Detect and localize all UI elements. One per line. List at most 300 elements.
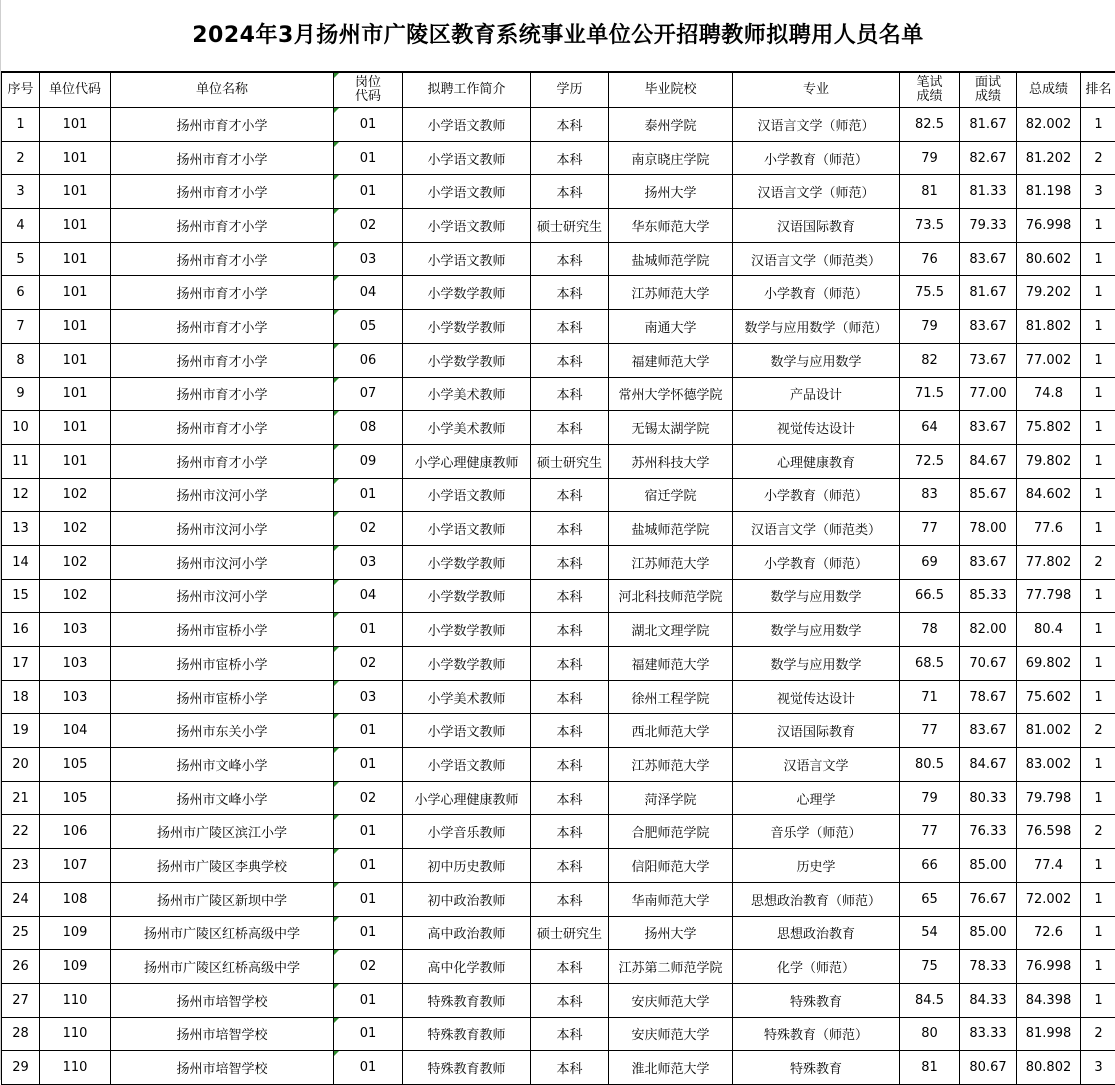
cell-major: 数学与应用数学 — [733, 613, 900, 647]
cell-degree: 本科 — [531, 781, 609, 815]
cell-seq: 28 — [2, 1017, 40, 1051]
cell-degree: 硕士研究生 — [531, 209, 609, 243]
cell-job: 小学语文教师 — [403, 714, 531, 748]
cell-total-score: 80.4 — [1017, 613, 1081, 647]
cell-post-code: 02 — [334, 647, 403, 681]
cell-written-score: 64 — [900, 411, 960, 445]
cell-school: 盐城师范学院 — [609, 512, 733, 546]
cell-unit-code: 101 — [40, 343, 111, 377]
cell-total-score: 83.002 — [1017, 748, 1081, 782]
cell-degree: 本科 — [531, 411, 609, 445]
cell-degree: 本科 — [531, 983, 609, 1017]
cell-unit-code: 101 — [40, 411, 111, 445]
cell-degree: 本科 — [531, 141, 609, 175]
cell-job: 初中历史教师 — [403, 849, 531, 883]
cell-written-score: 79 — [900, 781, 960, 815]
cell-interview-score: 83.67 — [960, 310, 1017, 344]
cell-unit-code: 110 — [40, 1051, 111, 1085]
cell-unit-name: 扬州市育才小学 — [111, 411, 334, 445]
cell-interview-score: 85.00 — [960, 849, 1017, 883]
header-seq: 序号 — [2, 73, 40, 108]
cell-job: 高中化学教师 — [403, 950, 531, 984]
cell-degree: 本科 — [531, 714, 609, 748]
cell-seq: 13 — [2, 512, 40, 546]
cell-interview-score: 82.00 — [960, 613, 1017, 647]
cell-total-score: 72.6 — [1017, 916, 1081, 950]
table-row — [2, 175, 1115, 209]
cell-unit-code: 101 — [40, 377, 111, 411]
cell-school: 福建师范大学 — [609, 647, 733, 681]
table-row — [2, 444, 1115, 478]
header-interview-line2: 成绩 — [975, 89, 1001, 104]
cell-job: 特殊教育教师 — [403, 983, 531, 1017]
cell-rank: 2 — [1081, 815, 1115, 849]
cell-job: 特殊教育教师 — [403, 1017, 531, 1051]
cell-seq: 29 — [2, 1051, 40, 1085]
cell-job: 小学数学教师 — [403, 343, 531, 377]
cell-interview-score: 84.33 — [960, 983, 1017, 1017]
cell-seq: 10 — [2, 411, 40, 445]
cell-unit-code: 101 — [40, 209, 111, 243]
table-row — [2, 478, 1115, 512]
cell-unit-name: 扬州市汶河小学 — [111, 545, 334, 579]
header-job: 拟聘工作简介 — [403, 73, 531, 108]
cell-post-code: 02 — [334, 512, 403, 546]
cell-written-score: 81 — [900, 1051, 960, 1085]
header-degree: 学历 — [531, 73, 609, 108]
cell-total-score: 84.398 — [1017, 983, 1081, 1017]
header-school: 毕业院校 — [609, 73, 733, 108]
cell-school: 扬州大学 — [609, 916, 733, 950]
cell-major: 特殊教育 — [733, 983, 900, 1017]
cell-rank: 1 — [1081, 916, 1115, 950]
cell-rank: 1 — [1081, 748, 1115, 782]
header-unit-name: 单位名称 — [111, 73, 334, 108]
table-row — [2, 579, 1115, 613]
cell-major: 汉语言文学（师范） — [733, 175, 900, 209]
cell-written-score: 77 — [900, 714, 960, 748]
cell-school: 江苏第二师范学院 — [609, 950, 733, 984]
cell-interview-score: 81.67 — [960, 108, 1017, 142]
cell-written-score: 82 — [900, 343, 960, 377]
cell-rank: 1 — [1081, 478, 1115, 512]
cell-seq: 19 — [2, 714, 40, 748]
cell-job: 小学语文教师 — [403, 512, 531, 546]
table-row — [2, 680, 1115, 714]
cell-written-score: 81 — [900, 175, 960, 209]
cell-unit-code: 110 — [40, 983, 111, 1017]
header-interview-line1: 面试 — [975, 75, 1001, 90]
cell-interview-score: 73.67 — [960, 343, 1017, 377]
cell-seq: 15 — [2, 579, 40, 613]
header-interview-score — [960, 73, 1017, 108]
table-row — [2, 209, 1115, 243]
cell-seq: 25 — [2, 916, 40, 950]
cell-post-code: 05 — [334, 310, 403, 344]
cell-total-score: 81.802 — [1017, 310, 1081, 344]
cell-rank: 1 — [1081, 377, 1115, 411]
cell-seq: 1 — [2, 108, 40, 142]
cell-total-score: 77.6 — [1017, 512, 1081, 546]
cell-job: 小学心理健康教师 — [403, 781, 531, 815]
cell-unit-name: 扬州市广陵区新坝中学 — [111, 882, 334, 916]
cell-degree: 本科 — [531, 343, 609, 377]
cell-degree: 本科 — [531, 882, 609, 916]
table-row — [2, 108, 1115, 142]
cell-unit-name: 扬州市宦桥小学 — [111, 613, 334, 647]
cell-rank: 1 — [1081, 781, 1115, 815]
cell-total-score: 76.998 — [1017, 950, 1081, 984]
cell-school: 河北科技师范学院 — [609, 579, 733, 613]
cell-unit-code: 101 — [40, 175, 111, 209]
cell-interview-score: 83.67 — [960, 714, 1017, 748]
cell-total-score: 80.802 — [1017, 1051, 1081, 1085]
cell-unit-name: 扬州市育才小学 — [111, 343, 334, 377]
cell-interview-score: 82.67 — [960, 141, 1017, 175]
cell-post-code: 01 — [334, 714, 403, 748]
cell-seq: 6 — [2, 276, 40, 310]
cell-school: 湖北文理学院 — [609, 613, 733, 647]
cell-school: 泰州学院 — [609, 108, 733, 142]
cell-unit-code: 108 — [40, 882, 111, 916]
header-major: 专业 — [733, 73, 900, 108]
cell-post-code: 01 — [334, 1017, 403, 1051]
page-title: 2024年3月扬州市广陵区教育系统事业单位公开招聘教师拟聘用人员名单 — [1, 0, 1115, 72]
cell-major: 视觉传达设计 — [733, 411, 900, 445]
cell-unit-name: 扬州市汶河小学 — [111, 478, 334, 512]
cell-post-code: 02 — [334, 781, 403, 815]
cell-rank: 1 — [1081, 512, 1115, 546]
cell-unit-code: 101 — [40, 444, 111, 478]
cell-major: 思想政治教育（师范） — [733, 882, 900, 916]
cell-degree: 硕士研究生 — [531, 916, 609, 950]
cell-rank: 3 — [1081, 175, 1115, 209]
cell-unit-name: 扬州市汶河小学 — [111, 512, 334, 546]
cell-post-code: 01 — [334, 175, 403, 209]
cell-unit-code: 101 — [40, 242, 111, 276]
cell-rank: 1 — [1081, 950, 1115, 984]
table-row — [2, 647, 1115, 681]
cell-post-code: 04 — [334, 579, 403, 613]
table-row — [2, 411, 1115, 445]
cell-job: 小学数学教师 — [403, 310, 531, 344]
cell-post-code: 01 — [334, 748, 403, 782]
cell-school: 苏州科技大学 — [609, 444, 733, 478]
cell-rank: 1 — [1081, 108, 1115, 142]
cell-school: 西北师范大学 — [609, 714, 733, 748]
cell-rank: 1 — [1081, 276, 1115, 310]
cell-written-score: 80.5 — [900, 748, 960, 782]
cell-unit-name: 扬州市宦桥小学 — [111, 680, 334, 714]
cell-total-score: 72.002 — [1017, 882, 1081, 916]
cell-unit-name: 扬州市育才小学 — [111, 108, 334, 142]
cell-total-score: 81.998 — [1017, 1017, 1081, 1051]
cell-total-score: 79.202 — [1017, 276, 1081, 310]
cell-degree: 硕士研究生 — [531, 444, 609, 478]
table-row — [2, 781, 1115, 815]
cell-school: 江苏师范大学 — [609, 545, 733, 579]
cell-rank: 1 — [1081, 882, 1115, 916]
cell-unit-name: 扬州市育才小学 — [111, 444, 334, 478]
cell-unit-code: 103 — [40, 613, 111, 647]
header-post-code-line2: 代码 — [355, 89, 381, 104]
cell-degree: 本科 — [531, 377, 609, 411]
cell-rank: 1 — [1081, 680, 1115, 714]
header-written-line2: 成绩 — [916, 89, 942, 104]
cell-interview-score: 81.33 — [960, 175, 1017, 209]
cell-major: 产品设计 — [733, 377, 900, 411]
table-row — [2, 377, 1115, 411]
table-row — [2, 545, 1115, 579]
header-total-score: 总成绩 — [1017, 73, 1081, 108]
cell-degree: 本科 — [531, 950, 609, 984]
cell-degree: 本科 — [531, 310, 609, 344]
cell-seq: 2 — [2, 141, 40, 175]
cell-unit-code: 101 — [40, 310, 111, 344]
cell-unit-name: 扬州市育才小学 — [111, 175, 334, 209]
cell-written-score: 75 — [900, 950, 960, 984]
cell-written-score: 79 — [900, 310, 960, 344]
cell-rank: 1 — [1081, 983, 1115, 1017]
cell-written-score: 75.5 — [900, 276, 960, 310]
cell-total-score: 79.802 — [1017, 444, 1081, 478]
cell-post-code: 03 — [334, 545, 403, 579]
table-row — [2, 141, 1115, 175]
cell-major: 数学与应用数学 — [733, 579, 900, 613]
cell-seq: 5 — [2, 242, 40, 276]
header-written-line1: 笔试 — [916, 75, 942, 90]
cell-unit-name: 扬州市育才小学 — [111, 377, 334, 411]
cell-school: 菏泽学院 — [609, 781, 733, 815]
cell-interview-score: 84.67 — [960, 748, 1017, 782]
cell-school: 扬州大学 — [609, 175, 733, 209]
cell-unit-name: 扬州市宦桥小学 — [111, 647, 334, 681]
cell-school: 江苏师范大学 — [609, 748, 733, 782]
cell-written-score: 66 — [900, 849, 960, 883]
cell-rank: 3 — [1081, 1051, 1115, 1085]
table-row — [2, 882, 1115, 916]
cell-rank: 1 — [1081, 310, 1115, 344]
table-row — [2, 714, 1115, 748]
cell-post-code: 01 — [334, 478, 403, 512]
cell-post-code: 01 — [334, 882, 403, 916]
cell-unit-code: 110 — [40, 1017, 111, 1051]
header-written-score — [900, 73, 960, 108]
cell-seq: 16 — [2, 613, 40, 647]
hiring-table — [1, 72, 1115, 1085]
cell-seq: 7 — [2, 310, 40, 344]
cell-degree: 本科 — [531, 815, 609, 849]
cell-written-score: 78 — [900, 613, 960, 647]
cell-interview-score: 85.33 — [960, 579, 1017, 613]
cell-degree: 本科 — [531, 175, 609, 209]
cell-written-score: 71.5 — [900, 377, 960, 411]
cell-unit-code: 103 — [40, 647, 111, 681]
cell-job: 小学语文教师 — [403, 209, 531, 243]
cell-written-score: 79 — [900, 141, 960, 175]
cell-seq: 21 — [2, 781, 40, 815]
cell-major: 特殊教育（师范） — [733, 1017, 900, 1051]
cell-job: 小学数学教师 — [403, 545, 531, 579]
header-post-code — [334, 73, 403, 108]
cell-school: 华东师范大学 — [609, 209, 733, 243]
cell-job: 小学数学教师 — [403, 647, 531, 681]
cell-unit-code: 109 — [40, 916, 111, 950]
cell-written-score: 69 — [900, 545, 960, 579]
cell-degree: 本科 — [531, 849, 609, 883]
cell-total-score: 75.802 — [1017, 411, 1081, 445]
cell-major: 特殊教育 — [733, 1051, 900, 1085]
cell-unit-name: 扬州市育才小学 — [111, 141, 334, 175]
cell-seq: 12 — [2, 478, 40, 512]
cell-written-score: 82.5 — [900, 108, 960, 142]
cell-major: 视觉传达设计 — [733, 680, 900, 714]
cell-seq: 24 — [2, 882, 40, 916]
cell-interview-score: 79.33 — [960, 209, 1017, 243]
cell-school: 南通大学 — [609, 310, 733, 344]
cell-degree: 本科 — [531, 613, 609, 647]
cell-school: 福建师范大学 — [609, 343, 733, 377]
cell-post-code: 01 — [334, 1051, 403, 1085]
cell-unit-name: 扬州市广陵区红桥高级中学 — [111, 916, 334, 950]
cell-written-score: 68.5 — [900, 647, 960, 681]
table-body — [2, 108, 1115, 1085]
cell-job: 小学美术教师 — [403, 377, 531, 411]
cell-total-score: 69.802 — [1017, 647, 1081, 681]
cell-seq: 14 — [2, 545, 40, 579]
table-row — [2, 849, 1115, 883]
table-row — [2, 748, 1115, 782]
cell-degree: 本科 — [531, 680, 609, 714]
cell-total-score: 74.8 — [1017, 377, 1081, 411]
cell-rank: 2 — [1081, 1017, 1115, 1051]
cell-seq: 27 — [2, 983, 40, 1017]
table-row — [2, 815, 1115, 849]
cell-seq: 9 — [2, 377, 40, 411]
cell-written-score: 83 — [900, 478, 960, 512]
cell-interview-score: 85.67 — [960, 478, 1017, 512]
table-row — [2, 310, 1115, 344]
cell-degree: 本科 — [531, 579, 609, 613]
cell-post-code: 01 — [334, 983, 403, 1017]
cell-unit-name: 扬州市育才小学 — [111, 276, 334, 310]
cell-unit-code: 105 — [40, 781, 111, 815]
cell-written-score: 77 — [900, 512, 960, 546]
cell-total-score: 84.602 — [1017, 478, 1081, 512]
cell-major: 汉语言文学（师范类） — [733, 512, 900, 546]
cell-major: 数学与应用数学 — [733, 647, 900, 681]
table-row — [2, 1051, 1115, 1085]
cell-degree: 本科 — [531, 512, 609, 546]
cell-job: 小学语文教师 — [403, 175, 531, 209]
cell-written-score: 77 — [900, 815, 960, 849]
cell-seq: 22 — [2, 815, 40, 849]
cell-degree: 本科 — [531, 748, 609, 782]
table-row — [2, 950, 1115, 984]
cell-major: 心理学 — [733, 781, 900, 815]
cell-job: 小学语文教师 — [403, 141, 531, 175]
cell-rank: 2 — [1081, 141, 1115, 175]
cell-job: 小学心理健康教师 — [403, 444, 531, 478]
cell-job: 特殊教育教师 — [403, 1051, 531, 1085]
cell-post-code: 03 — [334, 680, 403, 714]
cell-interview-score: 80.33 — [960, 781, 1017, 815]
cell-interview-score: 77.00 — [960, 377, 1017, 411]
cell-school: 徐州工程学院 — [609, 680, 733, 714]
cell-degree: 本科 — [531, 1051, 609, 1085]
cell-major: 数学与应用数学 — [733, 343, 900, 377]
cell-job: 小学语文教师 — [403, 108, 531, 142]
cell-unit-name: 扬州市培智学校 — [111, 1051, 334, 1085]
cell-total-score: 75.602 — [1017, 680, 1081, 714]
cell-total-score: 77.798 — [1017, 579, 1081, 613]
cell-unit-code: 102 — [40, 512, 111, 546]
cell-total-score: 80.602 — [1017, 242, 1081, 276]
cell-seq: 4 — [2, 209, 40, 243]
cell-seq: 11 — [2, 444, 40, 478]
cell-interview-score: 78.00 — [960, 512, 1017, 546]
cell-seq: 20 — [2, 748, 40, 782]
cell-seq: 8 — [2, 343, 40, 377]
cell-interview-score: 76.33 — [960, 815, 1017, 849]
cell-unit-code: 109 — [40, 950, 111, 984]
cell-total-score: 77.802 — [1017, 545, 1081, 579]
cell-total-score: 77.002 — [1017, 343, 1081, 377]
cell-rank: 1 — [1081, 647, 1115, 681]
cell-major: 小学教育（师范） — [733, 478, 900, 512]
cell-unit-code: 103 — [40, 680, 111, 714]
cell-school: 安庆师范大学 — [609, 983, 733, 1017]
cell-job: 小学语文教师 — [403, 478, 531, 512]
cell-post-code: 03 — [334, 242, 403, 276]
cell-school: 盐城师范学院 — [609, 242, 733, 276]
cell-total-score: 76.998 — [1017, 209, 1081, 243]
cell-unit-code: 104 — [40, 714, 111, 748]
cell-post-code: 01 — [334, 815, 403, 849]
cell-interview-score: 70.67 — [960, 647, 1017, 681]
cell-rank: 1 — [1081, 411, 1115, 445]
cell-major: 化学（师范） — [733, 950, 900, 984]
cell-rank: 1 — [1081, 579, 1115, 613]
cell-school: 宿迁学院 — [609, 478, 733, 512]
cell-seq: 23 — [2, 849, 40, 883]
cell-school: 江苏师范大学 — [609, 276, 733, 310]
cell-school: 华南师范大学 — [609, 882, 733, 916]
cell-post-code: 01 — [334, 849, 403, 883]
cell-seq: 26 — [2, 950, 40, 984]
cell-unit-code: 106 — [40, 815, 111, 849]
cell-major: 汉语国际教育 — [733, 209, 900, 243]
cell-written-score: 73.5 — [900, 209, 960, 243]
cell-unit-code: 102 — [40, 478, 111, 512]
cell-post-code: 01 — [334, 613, 403, 647]
cell-written-score: 65 — [900, 882, 960, 916]
cell-rank: 2 — [1081, 714, 1115, 748]
header-unit-code: 单位代码 — [40, 73, 111, 108]
cell-post-code: 01 — [334, 916, 403, 950]
cell-rank: 1 — [1081, 849, 1115, 883]
cell-written-score: 76 — [900, 242, 960, 276]
cell-major: 数学与应用数学（师范） — [733, 310, 900, 344]
cell-written-score: 80 — [900, 1017, 960, 1051]
cell-school: 信阳师范大学 — [609, 849, 733, 883]
cell-post-code: 04 — [334, 276, 403, 310]
cell-unit-name: 扬州市广陵区李典学校 — [111, 849, 334, 883]
cell-degree: 本科 — [531, 108, 609, 142]
cell-rank: 2 — [1081, 545, 1115, 579]
cell-major: 小学教育（师范） — [733, 545, 900, 579]
cell-school: 无锡太湖学院 — [609, 411, 733, 445]
